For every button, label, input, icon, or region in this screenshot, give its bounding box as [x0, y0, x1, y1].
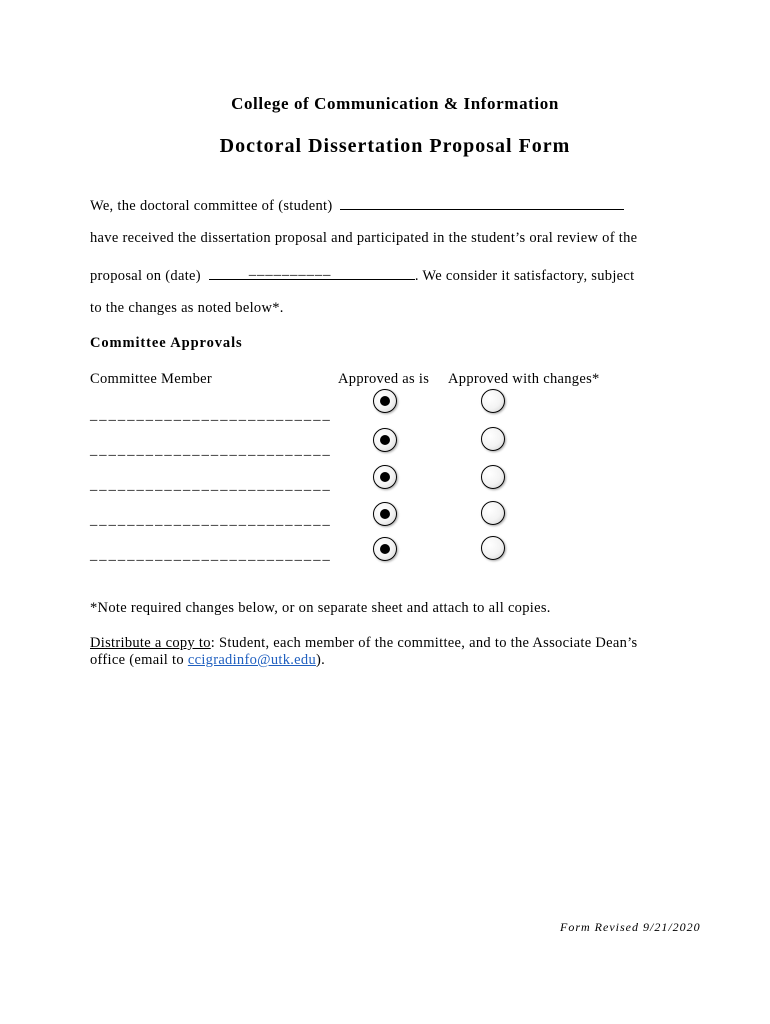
date-field-dashes: __________: [248, 262, 332, 278]
form-revised-date: Form Revised 9/21/2020: [560, 920, 701, 934]
form-title: Doctoral Dissertation Proposal Form: [219, 135, 571, 157]
approved-with-changes-radio[interactable]: [481, 427, 505, 451]
signature-line[interactable]: __________________________: [90, 442, 332, 458]
approved-as-is-radio[interactable]: [373, 465, 397, 489]
approved-with-changes-radio[interactable]: [481, 465, 505, 489]
radio-selected-dot: [380, 509, 390, 519]
signature-line[interactable]: __________________________: [90, 547, 332, 563]
changes-line: to the changes as noted below*.: [90, 300, 284, 316]
approved-with-changes-radio[interactable]: [481, 536, 505, 560]
signature-line[interactable]: __________________________: [90, 477, 332, 493]
office-line: [90, 652, 325, 669]
signature-line[interactable]: __________________________: [90, 407, 332, 423]
office-prefix: office (email to: [90, 652, 188, 668]
required-changes-note: *Note required changes below, or on separate sheet and attach to all copies.: [90, 600, 551, 616]
approved-as-is-radio[interactable]: [373, 502, 397, 526]
committee-approvals-heading: Committee Approvals: [90, 335, 243, 351]
date-line: [90, 262, 635, 285]
approved-as-is-radio[interactable]: [373, 389, 397, 413]
received-line: have received the dissertation proposal and participated in the student’s oral review of the: [90, 230, 638, 246]
approved-with-changes-header: Approved with changes*: [448, 371, 600, 387]
radio-selected-dot: [380, 544, 390, 554]
office-suffix: ).: [316, 652, 326, 668]
student-line: [90, 195, 624, 215]
distribute-label: Distribute a copy to: [90, 635, 211, 651]
signature-line[interactable]: __________________________: [90, 512, 332, 528]
student-name-field[interactable]: [340, 195, 624, 210]
date-field[interactable]: [209, 262, 415, 280]
committee-member-header: Committee Member: [90, 371, 212, 387]
distribute-line: [90, 635, 637, 652]
email-link[interactable]: ccigradinfo@utk.edu: [187, 652, 317, 668]
radio-selected-dot: [380, 472, 390, 482]
date-line-label: proposal on (date): [90, 268, 201, 284]
college-heading: College of Communication & Information: [231, 94, 559, 113]
distribute-text: : Student, each member of the committee, and to the Associate Dean’s: [210, 635, 638, 651]
approved-as-is-header: Approved as is: [338, 371, 430, 387]
radio-selected-dot: [380, 435, 390, 445]
approved-with-changes-radio[interactable]: [481, 501, 505, 525]
approved-with-changes-radio[interactable]: [481, 389, 505, 413]
satisfactory-text: . We consider it satisfactory, subject: [414, 268, 635, 284]
approved-as-is-radio[interactable]: [373, 428, 397, 452]
radio-selected-dot: [380, 396, 390, 406]
student-line-label: We, the doctoral committee of (student): [90, 198, 333, 214]
approved-as-is-radio[interactable]: [373, 537, 397, 561]
